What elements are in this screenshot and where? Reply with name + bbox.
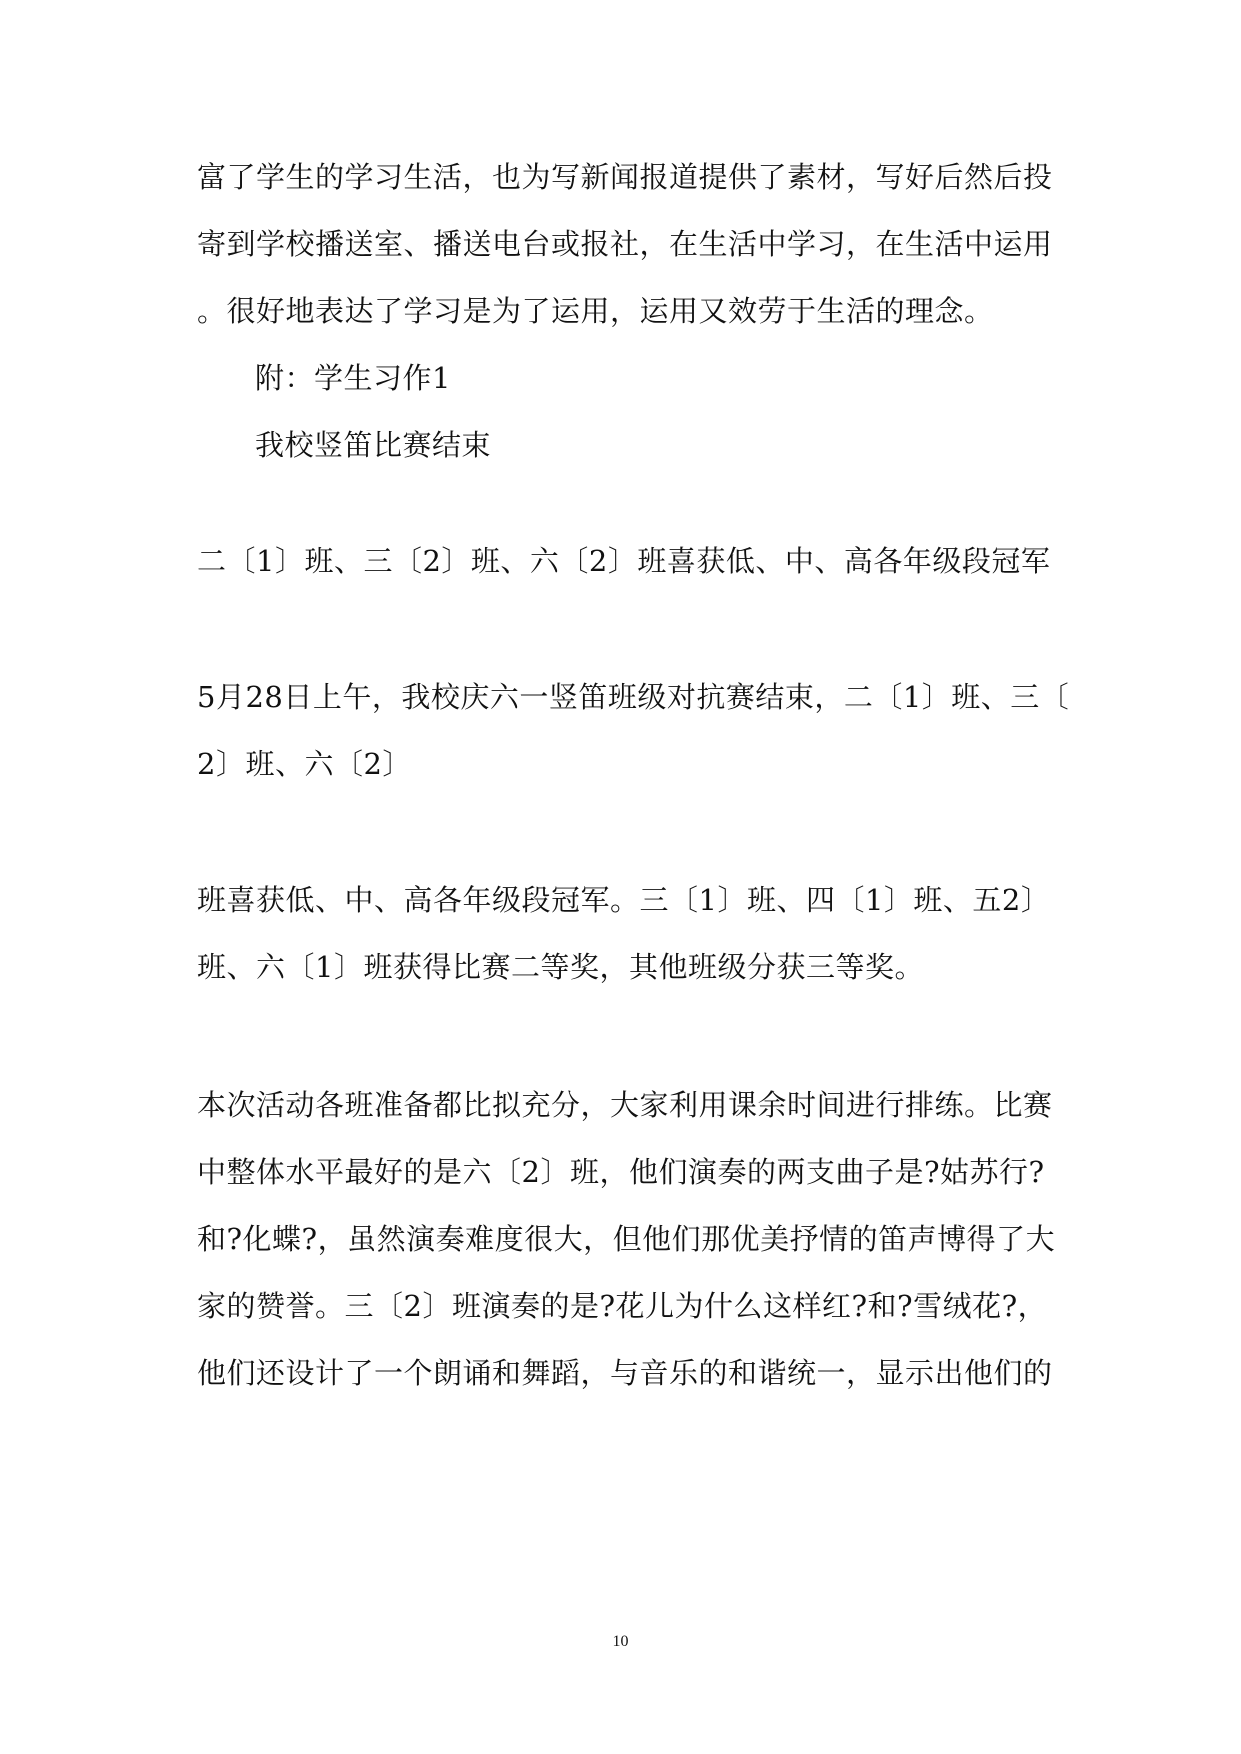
paragraph-line: 寄到学校播送室、播送电台或报社，在生活中学习，在生活中运用 xyxy=(197,227,1053,261)
paragraph-line: 家的赞誉。三〔2〕班演奏的是?花儿为什么这样红?和?雪绒花?， xyxy=(197,1289,1048,1323)
paragraph-line: 本次活动各班准备都比拟充分，大家利用课余时间进行排练。比赛 xyxy=(197,1088,1053,1122)
paragraph-line: 和?化蝶?，虽然演奏难度很大，但他们那优美抒情的笛声博得了大 xyxy=(197,1222,1056,1256)
article-title: 我校竖笛比赛结束 xyxy=(255,428,492,462)
page-number: 10 xyxy=(612,1633,629,1650)
paragraph-line: 班喜获低、中、高各年级段冠军。三〔1〕班、四〔1〕班、五2〕 xyxy=(197,883,1051,917)
article-subtitle: 二〔1〕班、三〔2〕班、六〔2〕班喜获低、中、高各年级段冠军 xyxy=(197,544,1051,578)
paragraph-line: 5月28日上午，我校庆六一竖笛班级对抗赛结束，二〔1〕班、三〔 xyxy=(197,680,1070,714)
paragraph-line: 富了学生的学习生活，也为写新闻报道提供了素材，写好后然后投 xyxy=(197,160,1053,194)
appendix-label: 附：学生习作1 xyxy=(255,361,451,395)
paragraph-line: 2〕班、六〔2〕 xyxy=(197,747,412,781)
paragraph-line: 中整体水平最好的是六〔2〕班，他们演奏的两支曲子是?姑苏行? xyxy=(197,1155,1045,1189)
paragraph-line: 。很好地表达了学习是为了运用，运用又效劳于生活的理念。 xyxy=(197,294,994,328)
paragraph-line: 班、六〔1〕班获得比赛二等奖，其他班级分获三等奖。 xyxy=(197,950,924,984)
paragraph-line: 他们还设计了一个朗诵和舞蹈，与音乐的和谐统一，显示出他们的 xyxy=(197,1356,1053,1390)
